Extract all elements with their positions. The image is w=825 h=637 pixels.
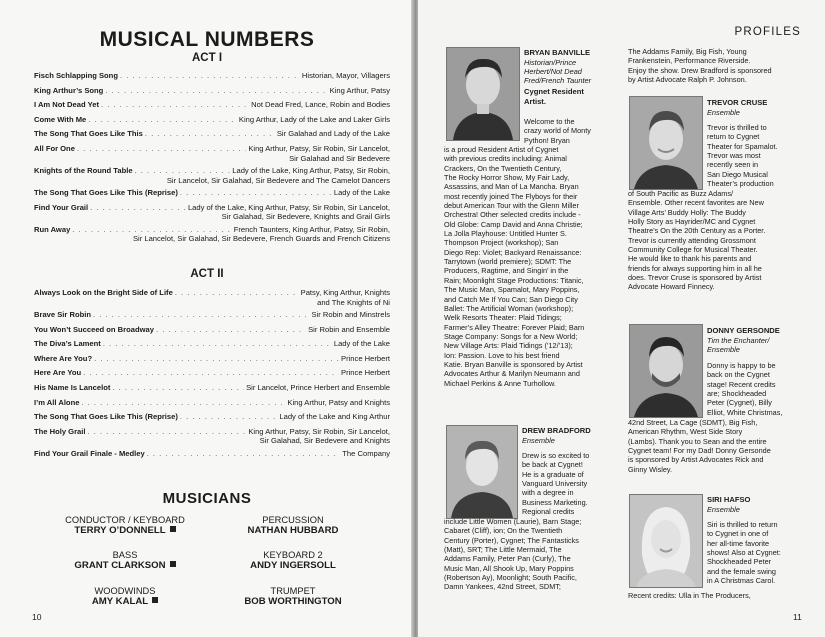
bio-bryan-side: Welcome to the crazy world of Monty Python! Bryan	[524, 117, 591, 145]
bio-line: Advocates Arthur & Marilyn Neumann and	[444, 369, 580, 379]
song-title: Fisch Schlapping Song	[34, 71, 118, 80]
musician-name: TERRY O’DONNELL	[74, 525, 166, 536]
song-cast-continued: Sir Galahad, Sir Bedevere and Knights	[259, 436, 390, 446]
musician-name: ANDY INGERSOLL	[250, 560, 336, 571]
song-cast-continued: Sir Galahad, Sir Bedevere, Knights and Grail Girls	[221, 212, 390, 222]
bio-line: by Artist Advocate Ralph P. Johnson.	[628, 75, 747, 85]
song-title: I’m All Alone	[34, 397, 80, 407]
song-title: Come With Me	[34, 114, 87, 124]
song-title: Always Look on the Bright Side of Life	[34, 288, 173, 297]
bio-line: He would like to thank his parents and	[628, 254, 752, 264]
bio-line: and Catch Me If You Can; San Diego City	[444, 294, 578, 304]
actor-role: Ensemble	[707, 505, 740, 514]
song-cast-continued: Sir Lancelot, Sir Galahad, Sir Bedevere and The Camelot Dancers	[166, 175, 390, 185]
bio-line: Rain; Moonlight Stage Productions: Titanic,	[444, 275, 584, 285]
leader-dots	[101, 100, 249, 110]
song-title: Where Are You?	[34, 353, 93, 363]
bio-siri-side: Siri is thrilled to return to Cygnet in one of her all-time favorite shows! Also at Cygnet: Shockheaded Peter and the female swing in A Christmas Carol.	[707, 520, 781, 586]
song-cast: Not Dead Fred, Lance, Robin and Bodies	[251, 100, 390, 110]
bio-line: The Music Man, Spamalot, Mary Poppins,	[444, 285, 580, 295]
song-title: Run Away	[34, 224, 71, 234]
leader-dots	[90, 203, 186, 213]
bio-line: Community College for Musical Theater.	[628, 245, 758, 255]
bio-donny	[628, 418, 810, 474]
bio-line: Farmer’s Alley Theatre: Forever Plaid; Barn	[444, 322, 585, 332]
song-cast: Lady of the Lake	[333, 339, 390, 349]
song-cast: French Taunters, King Arthur, Patsy, Sir Robin,	[233, 224, 390, 234]
song-row	[34, 449, 390, 459]
song-cast: Sir Robin and Ensemble	[308, 324, 390, 334]
page-number: 10	[32, 612, 42, 622]
leader-dots	[112, 383, 244, 393]
song-cast: Lady of the Lake, King Arthur, Patsy, Sir Robin, Sir Lancelot,	[187, 202, 390, 212]
song-row	[34, 383, 390, 393]
bio-line: Village Arts’ Buddy Holly: The Buddy	[628, 207, 746, 217]
song-title: The Song That Goes Like This	[34, 129, 143, 139]
song-row	[34, 427, 390, 446]
song-cast: Lady of the Lake, King Arthur, Patsy, Sir Robin,	[232, 166, 390, 175]
leader-dots	[180, 412, 277, 422]
song-row	[34, 100, 390, 110]
song-title: Find Your Grail	[34, 202, 89, 212]
leader-dots	[180, 188, 332, 198]
song-cast-continued: Sir Lancelot, Sir Galahad, Sir Bedevere, French Guards and French Citizens	[132, 234, 390, 244]
leader-dots	[87, 427, 246, 437]
bio-line: Welk Resorts Theater: Plaid Tidings;	[444, 313, 562, 323]
musician-role: CONDUCTOR / KEYBOARD	[65, 515, 185, 525]
song-cast: King Arthur, Patsy and Knights	[287, 397, 390, 407]
song-title: Knights of the Round Table	[34, 166, 133, 175]
bio-line: (Robertson Ay), Moonlight; South Pacific,	[444, 573, 577, 583]
bio-line: Addams Family, Peter Pan (Curly), The	[444, 554, 571, 564]
bio-line: is a proud Resident Artist of Cygnet	[444, 145, 559, 154]
song-cast: King Arthur, Patsy, Sir Robin, Sir Lancelot,	[248, 426, 390, 436]
musician-credit	[40, 515, 210, 536]
leader-dots	[135, 166, 231, 176]
song-cast: Prince Herbert	[341, 368, 390, 378]
leader-dots	[77, 144, 246, 154]
song-title: All For One	[34, 144, 75, 153]
page-title: MUSICAL NUMBERS	[99, 28, 315, 51]
bio-line: La Jolla Playhouse: Untitled Hunter S.	[444, 229, 567, 239]
song-cast-continued: and The Knights of Ni	[317, 297, 390, 307]
musician-name: BOB WORTHINGTON	[244, 596, 342, 607]
song-cast: Sir Lancelot, Prince Herbert and Ensemble	[246, 383, 390, 392]
musician-credit	[208, 586, 378, 607]
actor-name: BRYAN BANVILLE	[524, 48, 591, 57]
leader-dots	[94, 354, 339, 364]
leader-dots	[93, 310, 310, 320]
headshot-drew-bradford	[446, 425, 518, 519]
bio-line: is sponsored by Artist Advocates Rick and	[628, 455, 764, 465]
bio-line: Century (Porter), Cygnet; The Fantasticks	[444, 535, 579, 545]
leader-dots	[88, 115, 237, 125]
bio-line: (Lambs). Thank you to Sean and the entire	[628, 436, 767, 446]
song-row	[34, 398, 390, 408]
act1-heading: ACT I	[191, 52, 223, 64]
square-bullet-icon	[170, 526, 176, 532]
musician-name: NATHAN HUBBARD	[247, 525, 339, 536]
musician-role: WOODWINDS	[94, 586, 156, 596]
leader-dots	[147, 449, 341, 459]
actor-name: DONNY GERSONDE	[707, 326, 780, 335]
song-title: The Holy Grail	[34, 426, 86, 436]
headshot-siri-hafso	[629, 494, 703, 588]
musician-credit	[40, 550, 210, 571]
bio-line: American Rhythm, West Side Story	[628, 427, 743, 437]
bio-line: Theatre’s On the 20th Century as a Porter.	[628, 226, 766, 236]
bio-donny-side: Donny is happy to be back on the Cygnet stage! Recent credits are; Shockheaded Peter (Cygnet), Billy Elliot, White Christmas,	[707, 361, 783, 417]
bio-line: Holly Story as Hayrider/MC and Cygnet	[628, 217, 756, 227]
bio-line: Crackers, On the Twentieth Century,	[444, 163, 562, 173]
bio-line: Frankenstein, Performance Riverside.	[628, 56, 751, 66]
song-row	[34, 354, 390, 364]
bio-line: Trevor is currently attending Grossmont	[628, 235, 756, 245]
leader-dots	[105, 86, 327, 96]
bio-line: Cygnet team! For my Dad! Donny Gersonde	[628, 446, 771, 456]
bio-line: Thompson Project (workshop); San	[444, 238, 559, 248]
actor-role: Historian/Prince Herbert/Not Dead Fred/French Taunter	[524, 58, 592, 85]
song-cast: King Arthur, Patsy	[329, 85, 390, 95]
song-row	[34, 144, 390, 163]
bio-line: Cabaret (Cliff), ion; On the Twentieth	[444, 526, 563, 536]
song-row	[34, 115, 390, 125]
bio-line: Advocate Howard Finnecy.	[628, 282, 715, 292]
song-cast: Sir Galahad and Lady of the Lake	[276, 129, 390, 139]
song-cast: King Arthur, Patsy, Sir Robin, Sir Lancelot,	[248, 144, 390, 153]
musicians-heading: MUSICIANS	[162, 490, 252, 507]
bio-line: Ginny Wisley.	[628, 464, 673, 474]
bio-bryan	[444, 145, 624, 388]
musician-credit	[208, 515, 378, 536]
actor-role: Ensemble	[522, 436, 555, 445]
musician-name: GRANT CLARKSON	[74, 560, 166, 571]
bio-drew-continued	[628, 47, 808, 84]
square-bullet-icon	[152, 597, 158, 603]
leader-dots	[81, 398, 285, 408]
bio-line: debut American Tour with the Glenn Miller	[444, 201, 579, 211]
song-row	[34, 225, 390, 244]
bio-line: most recently joined The Flyboys for their	[444, 191, 578, 201]
song-title: Find Your Grail Finale - Medley	[34, 448, 145, 458]
bio-line: Orchestra! Other selected credits include -	[444, 210, 581, 220]
bio-line: Stage Company: Songs for a New World;	[444, 331, 578, 341]
song-row	[34, 325, 390, 335]
bio-trevor	[628, 189, 810, 292]
musician-credit	[208, 550, 378, 571]
headshot-donny-gersonde	[629, 324, 703, 418]
song-title: King Arthur’s Song	[34, 85, 104, 95]
bio-line: 42nd Street, La Cage (SDMT), Big Fish,	[628, 418, 758, 427]
headshot-bryan-banville	[446, 47, 520, 141]
song-row	[34, 339, 390, 349]
actor-name: TREVOR CRUSE	[707, 98, 768, 107]
bio-line: Tarrytown (world premiere); SDMT: The	[444, 257, 572, 267]
leader-dots	[145, 129, 275, 139]
bio-line: Old Globe: Camp David and Anna Christie;	[444, 219, 583, 229]
actor-role: Tim the Enchanter/ Ensemble	[707, 336, 770, 354]
bio-line: Ensemble. Other recent favorites are New	[628, 198, 764, 208]
musician-role: KEYBOARD 2	[263, 550, 323, 560]
song-cast-continued: Sir Galahad and Sir Bedevere	[289, 153, 390, 163]
leader-dots	[103, 339, 332, 349]
profiles-heading: PROFILES	[734, 26, 801, 38]
musician-role: PERCUSSION	[262, 515, 324, 525]
bio-line: friends for always supporting him in all he	[628, 263, 762, 273]
bio-line: does. Trevor Cruse is sponsored by Artist	[628, 273, 762, 283]
bio-line: The Addams Family, Big Fish, Young	[628, 47, 747, 56]
song-title: Here Are You	[34, 368, 82, 378]
bio-line: The Rocky Horror Show, My Fair Lady,	[444, 173, 570, 183]
musician-credit	[40, 586, 210, 607]
bio-trevor-side: Trevor is thrilled to return to Cygnet Theater for Spamalot. Trevor was most recently seen in San Diego Musical Theater’s production	[707, 123, 778, 189]
song-title: The Diva’s Lament	[34, 339, 101, 349]
bio-siri: Recent credits: Ulla in The Producers,	[628, 591, 751, 600]
song-row	[34, 188, 390, 198]
song-row	[34, 203, 390, 222]
song-row	[34, 310, 390, 320]
bio-drew-side: Drew is so excited to be back at Cygnet! He is a graduate of Vanguard University with a degree in Business Marketing. Regional credits	[522, 451, 590, 517]
song-row	[34, 71, 390, 81]
bio-line: Katie. Bryan Banville is sponsored by Artist	[444, 359, 583, 369]
song-cast: Prince Herbert	[341, 353, 390, 363]
act2-heading: ACT II	[190, 268, 224, 280]
bio-line: Enjoy the show. Drew Bradford is sponsored	[628, 65, 772, 75]
song-cast: Lady of the Lake and King Arthur	[279, 412, 390, 422]
actor-name: SIRI HAFSO	[707, 495, 751, 504]
bio-drew	[444, 517, 626, 592]
headshot-trevor-cruse	[629, 96, 703, 190]
song-row	[34, 86, 390, 96]
leader-dots	[175, 288, 299, 298]
song-cast: King Arthur, Lady of the Lake and Laker Girls	[238, 114, 390, 124]
actor-role: Ensemble	[707, 108, 740, 117]
bio-line: include Little Women (Laurie), Barn Stage;	[444, 517, 582, 526]
bio-line: Diego Rep: Violet; Backyard Renaissance:	[444, 247, 582, 257]
bio-line: Assassins, and Man of La Mancha. Bryan	[444, 182, 579, 192]
song-cast: Historian, Mayor, Villagers	[301, 71, 390, 80]
leader-dots	[156, 325, 306, 335]
page-number: 11	[793, 612, 802, 622]
song-cast: The Company	[342, 448, 390, 458]
song-row	[34, 412, 390, 422]
bio-line: Music Man, All Shook Up, Mary Poppins	[444, 563, 574, 573]
leader-dots	[83, 368, 339, 378]
bio-line: Producers, Ragtime, and Singin’ in the	[444, 266, 569, 276]
song-row	[34, 166, 390, 185]
song-row	[34, 129, 390, 139]
song-cast: Lady of the Lake	[333, 188, 390, 197]
song-row	[34, 288, 390, 307]
musician-role: BASS	[112, 550, 138, 560]
square-bullet-icon	[170, 561, 176, 567]
bio-line: with previous credits including: Animal	[444, 154, 567, 164]
song-title: The Song That Goes Like This (Reprise)	[34, 412, 178, 422]
song-title: The Song That Goes Like This (Reprise)	[34, 188, 178, 197]
musician-role: TRUMPET	[270, 586, 316, 596]
song-title: His Name Is Lancelot	[34, 383, 111, 392]
bio-line: Damn Yankees, 42nd Street, SDMT;	[444, 582, 561, 592]
song-cast: Sir Robin and Minstrels	[311, 310, 390, 319]
bio-line: Ion: Passion. Love to his best friend	[444, 350, 560, 360]
bio-line: (Matt), SRT; The Little Mermaid, The	[444, 545, 562, 555]
song-cast: Patsy, King Arthur, Knights	[300, 288, 390, 297]
bio-line: Michael Perkins & Anne Turhollow.	[444, 378, 556, 388]
leader-dots	[72, 225, 231, 235]
bio-line: New Village Arts: Plaid Tidings (’12/’13);	[444, 341, 573, 351]
leader-dots	[120, 71, 300, 81]
musician-name: AMY KALAL	[91, 596, 149, 607]
resident-artist-note: Cygnet Resident Artist.	[524, 87, 584, 106]
actor-name: DREW BRADFORD	[522, 426, 591, 435]
bio-line: Ballet: The Artificial Woman (workshop);	[444, 303, 574, 313]
right-page	[418, 0, 825, 637]
song-title: You Won’t Succeed on Broadway	[34, 324, 154, 334]
bio-line: of South Pacific as Buzz Adams/	[628, 189, 734, 198]
song-row	[34, 368, 390, 378]
song-title: Brave Sir Robin	[34, 310, 91, 319]
song-title: I Am Not Dead Yet	[34, 100, 99, 110]
